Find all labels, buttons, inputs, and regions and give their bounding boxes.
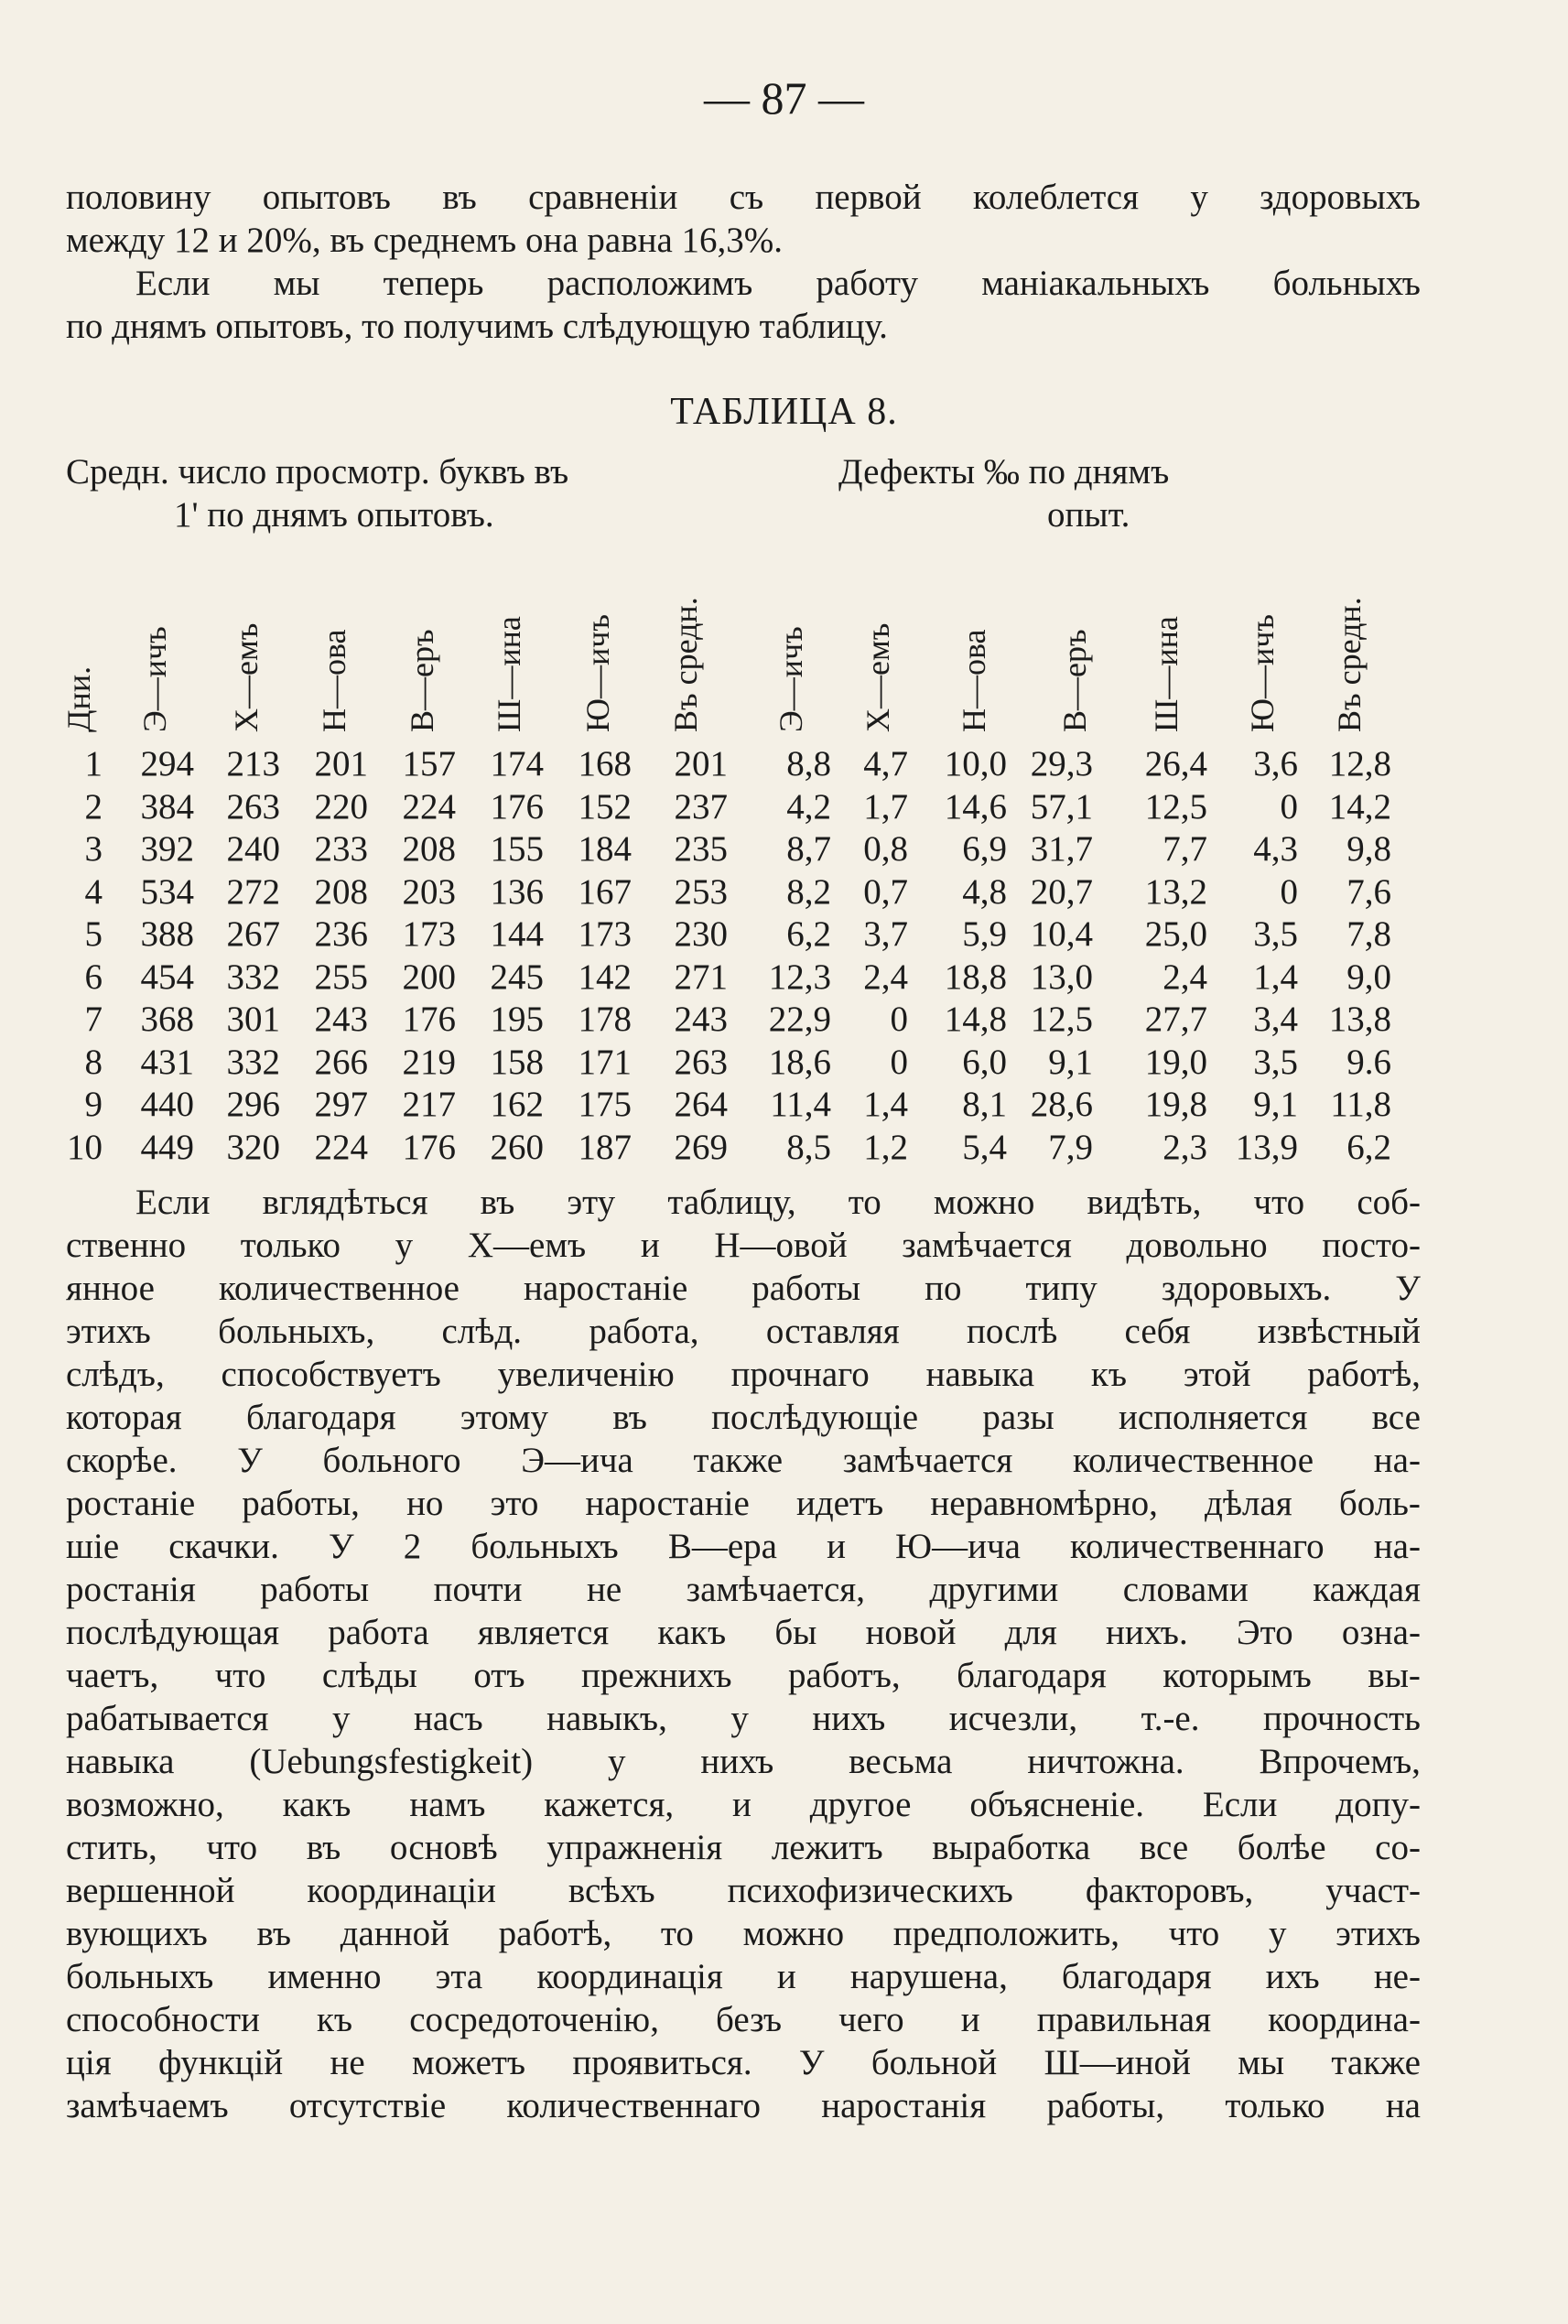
- table-cell: 1,4: [863, 1085, 908, 1124]
- text-line: чаетъ, что слѣды отъ прежнихъ работъ, благодаря которымъ вы-: [66, 1656, 1421, 1695]
- table-cell: 1,2: [863, 1127, 908, 1167]
- caption-line: опыт.: [1047, 495, 1130, 535]
- table-cell: 200: [402, 957, 456, 997]
- table-cell: 6,9: [962, 829, 1007, 869]
- table-cell: 431: [140, 1042, 194, 1082]
- text-line: Если мы теперь расположимъ работу маніакальныхъ больныхъ: [135, 264, 1421, 303]
- table-cell: 11,8: [1330, 1085, 1391, 1124]
- table-cell: 155: [490, 829, 544, 869]
- table-row: [0, 957, 1568, 999]
- column-header: [308, 558, 372, 732]
- text-line: навыка (Uebungsfestigkeit) у нихъ весьма ничтожна. Впрочемъ,: [66, 1742, 1421, 1781]
- column-header-label: В—еръ: [1056, 629, 1093, 732]
- table-row: [0, 871, 1568, 913]
- table-cell: 178: [578, 1000, 632, 1039]
- table-cell: 10: [67, 1127, 103, 1167]
- table-cell: 13,2: [1144, 871, 1207, 912]
- text-line: между 12 и 20%, въ среднемъ она равна 16,3%.: [66, 221, 784, 260]
- table-cell: 57,1: [1030, 786, 1093, 827]
- text-line: послѣдующая работа является какъ бы новой для нихъ. Это озна-: [66, 1613, 1421, 1652]
- table-cell: 0: [890, 1000, 908, 1039]
- table-cell: 14,2: [1328, 786, 1391, 827]
- table-cell: 28,6: [1030, 1085, 1093, 1124]
- table-cell: 8,8: [786, 744, 831, 784]
- table-cell: 12,8: [1328, 744, 1391, 784]
- text-line: по днямъ опытовъ, то получимъ слѣдующую таблицу.: [66, 307, 888, 346]
- table-cell: 201: [314, 744, 368, 784]
- table-cell: 18,6: [768, 1042, 831, 1082]
- table-cell: 9,8: [1346, 829, 1391, 869]
- table-cell: 5: [84, 914, 103, 954]
- intro-paragraph: [66, 176, 1421, 348]
- table-cell: 174: [490, 744, 544, 784]
- table-cell: 5,9: [962, 914, 1007, 954]
- table-cell: 1,4: [1253, 957, 1298, 997]
- table-cell: 388: [140, 914, 194, 954]
- table-cell: 208: [402, 829, 456, 869]
- table-cell: 7,7: [1162, 829, 1207, 869]
- table-cell: 7,6: [1346, 871, 1391, 912]
- table-cell: 8,2: [786, 871, 831, 912]
- column-header: [851, 558, 915, 732]
- text-line: которая благодаря этому въ послѣдующіе разы исполняется все: [66, 1398, 1421, 1437]
- table-cell: 6: [84, 957, 103, 997]
- text-line: янное количественное наростаніе работы по типу здоровыхъ. У: [66, 1269, 1421, 1308]
- table-cell: 2,4: [1162, 957, 1207, 997]
- table-cell: 3,5: [1253, 1042, 1298, 1082]
- column-header-label: Ю—ичъ: [1244, 614, 1281, 732]
- table-cell: 158: [490, 1042, 544, 1082]
- table-row: [0, 999, 1568, 1041]
- table-cell: 10,4: [1030, 914, 1093, 954]
- table-cell: 260: [490, 1127, 544, 1167]
- table-cell: 9,1: [1048, 1042, 1093, 1082]
- table-cell: 368: [140, 1000, 194, 1039]
- table-cell: 272: [226, 871, 280, 912]
- column-header-label: Ю—ичъ: [579, 614, 616, 732]
- text-line: замѣчаемъ отсутствіе количественнаго наростанія работы, только на: [66, 2086, 1421, 2125]
- text-line: слѣдъ, способствуетъ увеличенію прочнаго навыка къ этой работѣ,: [66, 1355, 1421, 1394]
- text-line: способности къ сосредоточенію, безъ чего и правильная координа-: [66, 2000, 1421, 2039]
- column-header: [764, 558, 828, 732]
- column-header-label: Ш—ина: [1148, 616, 1184, 732]
- table-cell: 20,7: [1030, 871, 1093, 912]
- table-cell: 187: [578, 1127, 632, 1167]
- column-header-label: Э—ичъ: [773, 626, 809, 732]
- table-cell: 12,5: [1144, 786, 1207, 827]
- table-cell: 4,7: [863, 744, 908, 784]
- table-cell: 162: [490, 1085, 544, 1124]
- column-header: [220, 558, 284, 732]
- table-cell: 320: [226, 1127, 280, 1167]
- table-cell: 243: [314, 1000, 368, 1039]
- column-header-label: Н—ова: [316, 629, 352, 732]
- table-cell: 2,4: [863, 957, 908, 997]
- table-cell: 22,9: [768, 1000, 831, 1039]
- table-cell: 245: [490, 957, 544, 997]
- table-cell: 3,4: [1253, 1000, 1298, 1039]
- table-cell: 233: [314, 829, 368, 869]
- table-cell: 237: [674, 786, 728, 827]
- table-cell: 267: [226, 914, 280, 954]
- table-cell: 3: [84, 829, 103, 869]
- table-cell: 195: [490, 1000, 544, 1039]
- table-cell: 8: [84, 1042, 103, 1082]
- table-cell: 152: [578, 786, 632, 827]
- table-row: [0, 828, 1568, 870]
- text-line: ростаніе работы, но это наростаніе идетъ неравномѣрно, дѣлая боль-: [66, 1484, 1421, 1523]
- table-cell: 4: [84, 871, 103, 912]
- caption-line: Средн. число просмотр. буквъ въ: [66, 452, 569, 492]
- table-cell: 4,3: [1253, 829, 1298, 869]
- table-cell: 13,0: [1030, 957, 1093, 997]
- table-cell: 217: [402, 1085, 456, 1124]
- text-line: шіе скачки. У 2 больныхъ В—ера и Ю—ича количественнаго на-: [66, 1527, 1421, 1566]
- table-cell: 8,5: [786, 1127, 831, 1167]
- table-cell: 255: [314, 957, 368, 997]
- table-cell: 31,7: [1030, 829, 1093, 869]
- table-cell: 10,0: [944, 744, 1007, 784]
- table-cell: 142: [578, 957, 632, 997]
- table-cell: 19,8: [1144, 1085, 1207, 1124]
- table-cell: 13,9: [1235, 1127, 1298, 1167]
- table-cell: 213: [226, 744, 280, 784]
- table-cell: 157: [402, 744, 456, 784]
- table-cell: 208: [314, 871, 368, 912]
- table-cell: 0: [1280, 786, 1298, 827]
- caption-line: 1' по днямъ опытовъ.: [174, 495, 494, 535]
- table-cell: 6,0: [962, 1042, 1007, 1082]
- table-cell: 332: [226, 957, 280, 997]
- table-cell: 27,7: [1144, 1000, 1207, 1039]
- table-cell: 243: [674, 1000, 728, 1039]
- column-header-label: Х—емъ: [860, 622, 896, 732]
- table-cell: 25,0: [1144, 914, 1207, 954]
- table-cell: 2,3: [1162, 1127, 1207, 1167]
- table-cell: 440: [140, 1085, 194, 1124]
- table-cell: 1: [84, 744, 103, 784]
- table-cell: 3,5: [1253, 914, 1298, 954]
- column-header-label: Въ средн.: [1331, 597, 1368, 732]
- table-cell: 9: [84, 1085, 103, 1124]
- table-cell: 2: [84, 786, 103, 827]
- table-cell: 201: [674, 744, 728, 784]
- text-line: ственно только у Х—емъ и Н—овой замѣчается довольно посто-: [66, 1226, 1421, 1265]
- column-header: [1236, 558, 1300, 732]
- text-line: вершенной координаціи всѣхъ психофизическихъ факторовъ, участ-: [66, 1871, 1421, 1910]
- table-cell: 332: [226, 1042, 280, 1082]
- table-row: [0, 1042, 1568, 1084]
- table-cell: 301: [226, 1000, 280, 1039]
- table-cell: 176: [490, 786, 544, 827]
- column-header: [1323, 558, 1387, 732]
- table-caption-left: [66, 450, 568, 536]
- table-cell: 18,8: [944, 957, 1007, 997]
- table-cell: 0,8: [863, 829, 908, 869]
- table-cell: 4,2: [786, 786, 831, 827]
- table-cell: 6,2: [1346, 1127, 1391, 1167]
- caption-line: Дефекты ‰ по днямъ: [838, 452, 1170, 492]
- column-header: [571, 558, 635, 732]
- table-cell: 240: [226, 829, 280, 869]
- body-paragraph: [66, 1181, 1421, 2127]
- table-caption-right: [838, 450, 1169, 536]
- table-cell: 13,8: [1328, 1000, 1391, 1039]
- table-cell: 4,8: [962, 871, 1007, 912]
- column-header-label: Х—емъ: [228, 622, 265, 732]
- text-line: больныхъ именно эта координація и нарушена, благодаря ихъ не-: [66, 1957, 1421, 1996]
- text-line: ція функцій не можетъ проявиться. У больной Ш—иной мы также: [66, 2043, 1421, 2082]
- table-cell: 392: [140, 829, 194, 869]
- table-cell: 11,4: [770, 1085, 831, 1124]
- table-cell: 9,1: [1253, 1085, 1298, 1124]
- table-cell: 271: [674, 957, 728, 997]
- column-header: [482, 558, 546, 732]
- table-cell: 224: [402, 786, 456, 827]
- column-header: [1048, 558, 1112, 732]
- table-cell: 1,7: [863, 786, 908, 827]
- table-cell: 14,8: [944, 1000, 1007, 1039]
- table-cell: 8,1: [962, 1085, 1007, 1124]
- table-cell: 0: [890, 1042, 908, 1082]
- table-cell: 136: [490, 871, 544, 912]
- column-header-label: В—еръ: [404, 629, 440, 732]
- table-cell: 173: [578, 914, 632, 954]
- table-cell: 264: [674, 1085, 728, 1124]
- text-line: Если вглядѣться въ эту таблицу, то можно видѣть, что соб-: [135, 1183, 1421, 1222]
- table-cell: 168: [578, 744, 632, 784]
- table-cell: 236: [314, 914, 368, 954]
- table-cell: 8,7: [786, 829, 831, 869]
- table-cell: 29,3: [1030, 744, 1093, 784]
- table-row: [0, 743, 1568, 785]
- table-cell: 296: [226, 1085, 280, 1124]
- table-title: ТАБЛИЦА 8.: [670, 391, 898, 433]
- table-cell: 534: [140, 871, 194, 912]
- table-cell: 19,0: [1144, 1042, 1207, 1082]
- table-cell: 203: [402, 871, 456, 912]
- table-cell: 175: [578, 1085, 632, 1124]
- text-line: скорѣе. У больного Э—ича также замѣчается количественное на-: [66, 1441, 1421, 1480]
- column-header-label: Дни.: [60, 665, 97, 732]
- table-cell: 3,7: [863, 914, 908, 954]
- table-cell: 7,9: [1048, 1127, 1093, 1167]
- text-line: вующихъ въ данной работѣ, то можно предположить, что у этихъ: [66, 1914, 1421, 1953]
- table-cell: 297: [314, 1085, 368, 1124]
- table-cell: 0: [1280, 871, 1298, 912]
- column-header-label: Н—ова: [956, 629, 992, 732]
- table-cell: 12,3: [768, 957, 831, 997]
- table-cell: 167: [578, 871, 632, 912]
- column-header: [947, 558, 1011, 732]
- table-cell: 184: [578, 829, 632, 869]
- table-cell: 14,6: [944, 786, 1007, 827]
- table-cell: 26,4: [1144, 744, 1207, 784]
- table-cell: 224: [314, 1127, 368, 1167]
- column-header: [395, 558, 460, 732]
- table-row: [0, 913, 1568, 956]
- table-cell: 263: [674, 1042, 728, 1082]
- column-header-label: Въ средн.: [667, 597, 704, 732]
- table-cell: 173: [402, 914, 456, 954]
- column-header: [1140, 558, 1204, 732]
- table-cell: 269: [674, 1127, 728, 1167]
- table-cell: 294: [140, 744, 194, 784]
- table-cell: 3,6: [1253, 744, 1298, 784]
- table-cell: 7: [84, 1000, 103, 1039]
- column-header: [128, 558, 192, 732]
- text-line: половину опытовъ въ сравненіи съ первой колеблется у здоровыхъ: [66, 178, 1421, 217]
- table-cell: 266: [314, 1042, 368, 1082]
- table-cell: 0,7: [863, 871, 908, 912]
- text-line: возможно, какъ намъ кажется, и другое объясненіе. Если допу-: [66, 1785, 1421, 1824]
- table-cell: 220: [314, 786, 368, 827]
- table-cell: 384: [140, 786, 194, 827]
- table-cell: 263: [226, 786, 280, 827]
- column-header-label: Ш—ина: [491, 616, 527, 732]
- table-cell: 7,8: [1346, 914, 1391, 954]
- table-row: [0, 1084, 1568, 1126]
- table-cell: 253: [674, 871, 728, 912]
- table-row: [0, 1127, 1568, 1169]
- table-cell: 12,5: [1030, 1000, 1093, 1039]
- table-cell: 235: [674, 829, 728, 869]
- table-cell: 176: [402, 1127, 456, 1167]
- table-cell: 449: [140, 1127, 194, 1167]
- column-header: [52, 558, 116, 732]
- table-cell: 5,4: [962, 1127, 1007, 1167]
- table-cell: 454: [140, 957, 194, 997]
- table-row: [0, 786, 1568, 828]
- text-line: этихъ больныхъ, слѣд. работа, оставляя послѣ себя извѣстный: [66, 1312, 1421, 1351]
- table-cell: 6,2: [786, 914, 831, 954]
- text-line: рабатывается у насъ навыкъ, у нихъ исчезли, т.-е. прочность: [66, 1699, 1421, 1738]
- table-cell: 9,0: [1346, 957, 1391, 997]
- table-cell: 176: [402, 1000, 456, 1039]
- table-cell: 144: [490, 914, 544, 954]
- page-number: — 87 —: [704, 72, 864, 124]
- table-cell: 230: [674, 914, 728, 954]
- text-line: стить, что въ основѣ упражненія лежитъ выработка все болѣе со-: [66, 1828, 1421, 1867]
- text-line: ростанія работы почти не замѣчается, другими словами каждая: [66, 1570, 1421, 1609]
- column-header-label: Э—ичъ: [136, 626, 173, 732]
- table-cell: 171: [578, 1042, 632, 1082]
- table-cell: 9.6: [1346, 1042, 1391, 1082]
- table-cell: 219: [402, 1042, 456, 1082]
- column-header: [659, 558, 723, 732]
